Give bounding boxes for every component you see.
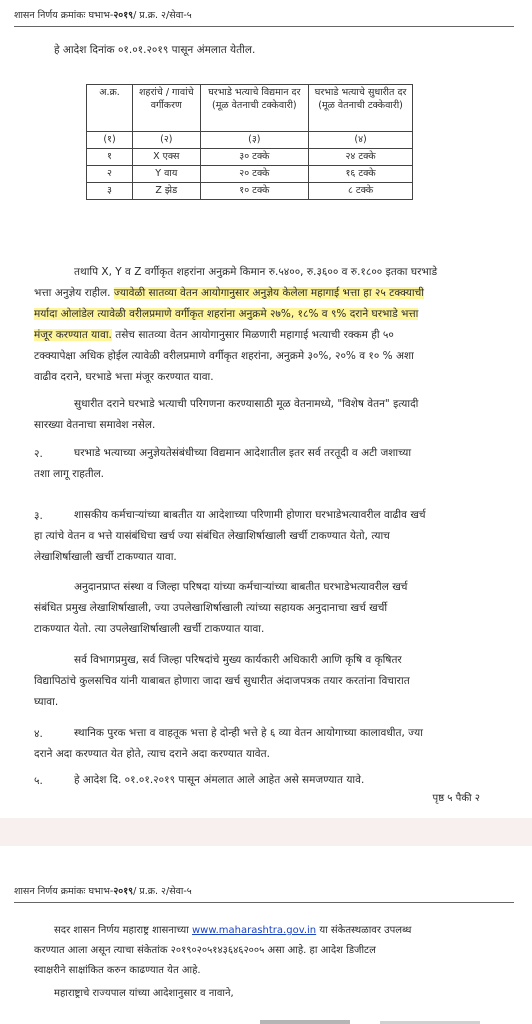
table-row <box>87 166 413 183</box>
highlighted-text: मंजूर करण्यात यावा. <box>34 329 112 341</box>
table-header-cell: अ.क्र. <box>87 85 133 132</box>
page2-line: करण्यात आला असून त्याचा संकेतांक २०१९०२०५१४३६४६२००५ असा आहे. हा आदेश डिजीटल <box>34 945 376 956</box>
para1-text: तसेच सातव्या वेतन आयोगानुसार मिळणारी महागाई भत्याची रक्कम ही ५० <box>111 329 394 341</box>
item5-line: हे आदेश दि. ०१.०१.२०१९ पासून अंमलात आले आहेत असे समजण्यात यावे. <box>74 774 365 786</box>
page2-line <box>54 920 411 941</box>
table-cell: ३० टक्के <box>200 149 309 166</box>
table-row <box>87 149 413 166</box>
item3-line: हा त्यांचे वेतन व भत्ते यासंबंधिचा खर्च ज्या संबंधित लेखाशिर्षाखाली खर्ची टाकण्यात येतो, त्याच <box>34 530 390 542</box>
table-header-cell: शहरांचे / गावांचे वर्गीकरण <box>133 85 201 132</box>
para2-line: सारख्या वेतनाचा समावेश नसेल. <box>34 419 156 431</box>
table-colnum-row <box>87 132 413 149</box>
para1-line <box>34 304 418 325</box>
table-cell: (२) <box>133 132 201 149</box>
rates-table <box>86 84 413 200</box>
item2-line: तशा लागू राहतील. <box>34 468 105 480</box>
item3-line: लेखाशिर्षाखाली खर्ची टाकण्यात यावा. <box>34 551 177 563</box>
header-prefix: शासन निर्णय क्रमांकः घभाभ- <box>14 10 114 21</box>
table-cell: Z झेड <box>133 183 201 200</box>
para1-line: वाढीव दराने, घरभाडे भत्ता मंजूर करण्यात यावा. <box>34 371 214 383</box>
para3-line: टाकण्यात येतो. त्या उपलेखाशिर्षाखाली खर्ची टाकण्यात यावा. <box>34 623 265 635</box>
table-cell: २४ टक्के <box>309 149 413 166</box>
table-cell: २० टक्के <box>200 166 309 183</box>
table-cell: (१) <box>87 132 133 149</box>
table-cell: ३ <box>87 183 133 200</box>
para3-line: अनुदानप्राप्त संस्था व जिल्हा परिषदा यांच्या कर्मचाऱ्यांच्या बाबतीत घरभाडेभत्यावरील खर्च <box>74 581 408 593</box>
table-cell: १ <box>87 149 133 166</box>
page2-line: स्वाक्षरीने साक्षांकित करुन काढण्यात येत आहे. <box>34 965 201 976</box>
table-header-cell: घरभाडे भत्याचे विद्यमान दर (मूळ वेतनाची टक्केवारी) <box>200 85 309 132</box>
para1-line <box>34 283 424 304</box>
para4-line: घ्यावा. <box>34 696 59 708</box>
page-header <box>14 884 192 897</box>
header-year: २०१९ <box>113 10 134 21</box>
item-number: ४. <box>34 728 43 740</box>
item-number: २. <box>34 448 43 460</box>
para3-line: संबंधित प्रमुख लेखाशिर्षाखाली, ज्या उपलेखाशिर्षाखाली त्यांच्या सहायक अनुदानाचा खर्च खर्ची <box>34 602 388 614</box>
para1-line: टक्क्यापेक्षा अधिक होईल त्यावेळी वरीलप्रमाणे वर्गीकृत शहरांना, अनुक्रमे ३०%, २०% व १० % अशा <box>34 350 414 362</box>
item-number: ३. <box>34 510 43 522</box>
page2-text: सदर शासन निर्णय महाराष्ट्र शासनाच्या <box>54 925 192 936</box>
table-cell: ८ टक्के <box>309 183 413 200</box>
website-link[interactable]: www.maharashtra.gov.in <box>191 925 317 936</box>
table-cell: २ <box>87 166 133 183</box>
header-prefix: शासन निर्णय क्रमांकः घभाभ- <box>14 886 114 897</box>
page-header <box>14 8 192 21</box>
header-rule <box>14 902 514 903</box>
page2-text: या संकेतस्थळावर उपलब्ध <box>316 925 412 936</box>
para2-line: सुधारीत दराने घरभाडे भत्याची परिगणना करण्यासाठी मूळ वेतनामध्ये, "विशेष वेतन" इत्यादी <box>74 398 419 410</box>
para4-line: विद्यापिठांचे कुलसचिव यांनी याबाबत होणारा जादा खर्च सुधारीत अंदाजपत्रक तयार करतांना विचारात <box>34 675 410 687</box>
intro-text: हे आदेश दिनांक ०१.०१.२०१९ पासून अंमलात येतील. <box>54 44 256 56</box>
highlighted-text: ज्यावेळी सातव्या वेतन आयोगानुसार अनुज्ञेय केलेला महागाई भत्ता हा २५ टक्क्याची <box>113 287 424 299</box>
page2-line: महाराष्ट्राचे राज्यपाल यांच्या आदेशानुसार व नावाने, <box>54 988 234 999</box>
table-header-cell: घरभाडे भत्याचे सुधारीत दर (मूळ वेतनाची टक्केवारी) <box>309 85 413 132</box>
table-header-row <box>87 85 413 132</box>
table-cell: (३) <box>200 132 309 149</box>
table-cell: Y वाय <box>133 166 201 183</box>
table-cell: १६ टक्के <box>309 166 413 183</box>
header-suffix: / प्र.क्र. २/सेवा-५ <box>133 886 192 897</box>
highlighted-text: मर्यादा ओलांडेल त्यावेळी वरीलप्रमाणे वर्गीकृत शहरांना अनुक्रमे २७%, १८% व ९% दराने घरभाडे भत्ता <box>34 308 419 320</box>
para1-line: तथापि X, Y व Z वर्गीकृत शहरांना अनुक्रमे किमान रु.५४००, रु.३६०० व रु.१८०० इतका घरभाडे <box>74 266 438 278</box>
page-number: पृष्ठ ५ पैकी २ <box>432 793 480 804</box>
item2-line: घरभाडे भत्याच्या अनुज्ञेयतेसंबंधीच्या विद्यमान आदेशातील इतर सर्व तरतूदी व अटी जशाच्या <box>74 447 412 459</box>
header-suffix: / प्र.क्र. २/सेवा-५ <box>133 10 192 21</box>
item4-line: दराने अदा करण्यात येत होते, त्याच दराने अदा करण्यात यावेत. <box>34 748 270 760</box>
header-rule <box>14 26 514 27</box>
para1-line <box>34 325 394 346</box>
table-cell: १० टक्के <box>200 183 309 200</box>
signature-stamp-edge <box>260 1016 490 1024</box>
item3-line: शासकीय कर्मचाऱ्यांच्या बाबतीत या आदेशाच्या परिणामी होणारा घरभाडेभत्यावरील वाढीव खर्च <box>74 509 426 521</box>
item4-line: स्थानिक पुरक भत्ता व वाहतूक भत्ता हे दोन्ही भत्ते हे ६ व्या वेतन आयोगाच्या कालावधीत, ज्या <box>74 727 423 739</box>
para4-line: सर्व विभागप्रमुख, सर्व जिल्हा परिषदांचे मुख्य कार्यकारी अधिकारी आणि कृषि व कृषितर <box>74 654 402 666</box>
table-cell: X एक्स <box>133 149 201 166</box>
page-separator <box>0 818 532 846</box>
para1-text: भत्ता अनुज्ञेय राहील. <box>34 287 114 299</box>
table-cell: (४) <box>309 132 413 149</box>
table-row <box>87 183 413 200</box>
header-year: २०१९ <box>113 886 134 897</box>
item-number: ५. <box>34 775 43 787</box>
